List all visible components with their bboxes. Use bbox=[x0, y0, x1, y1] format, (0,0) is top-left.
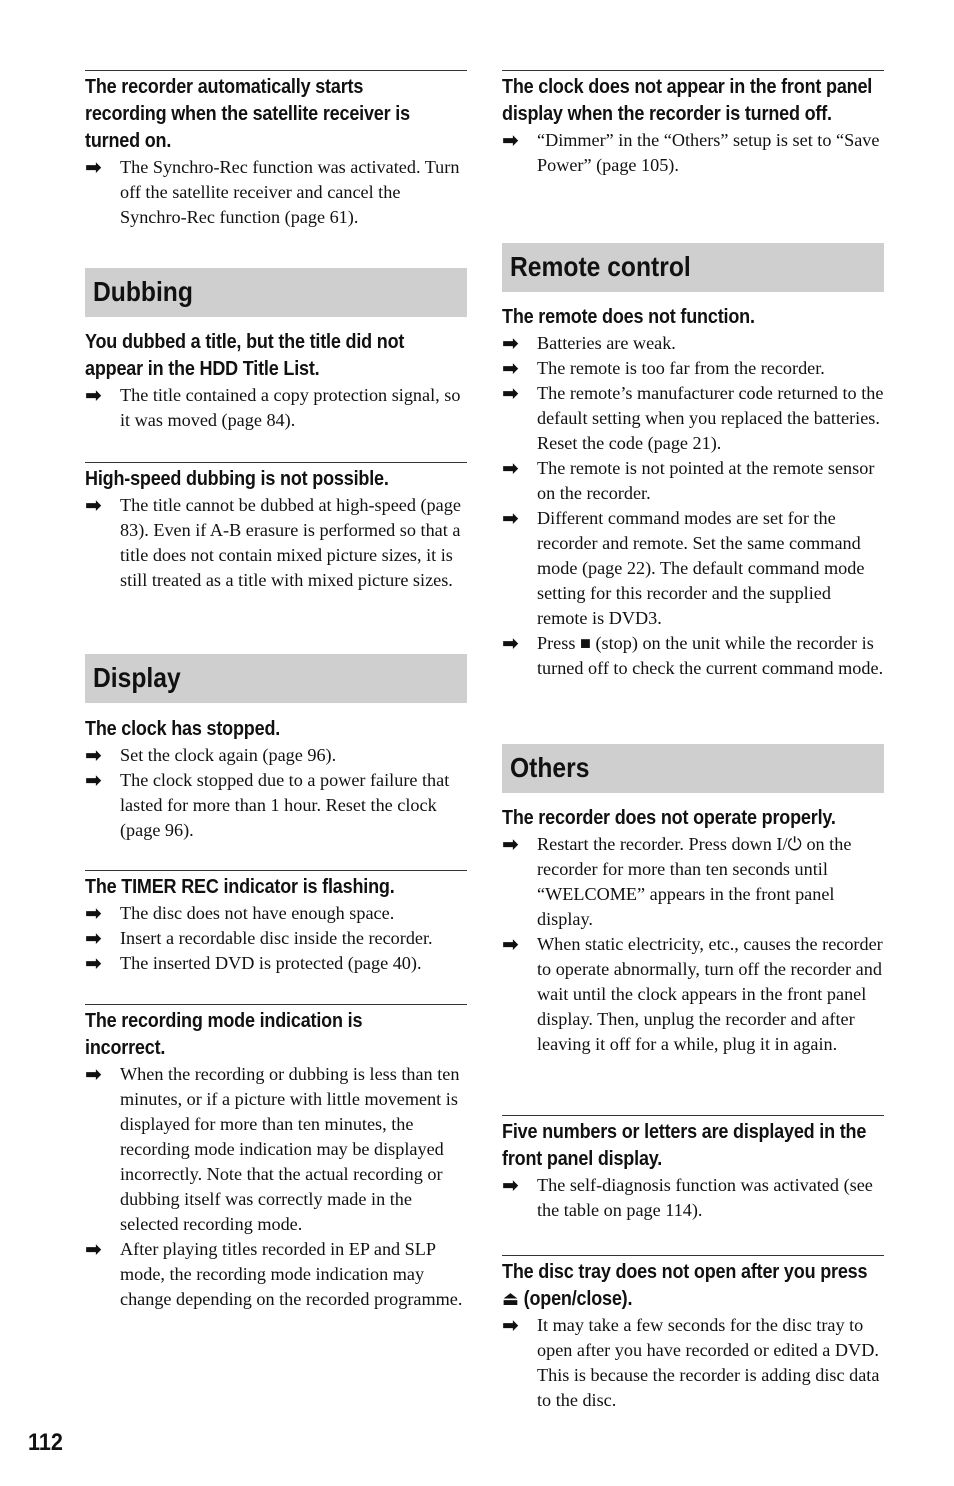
answer-item bbox=[502, 1313, 884, 1413]
answer-item bbox=[85, 743, 467, 768]
answer-list bbox=[502, 832, 884, 1057]
question-heading: The recorder automatically starts recording when the satellite receiver is turned on. bbox=[85, 76, 410, 152]
right-arrow-icon: ➡ bbox=[85, 383, 102, 407]
right-arrow-icon: ➡ bbox=[502, 331, 519, 355]
answer-item bbox=[502, 631, 884, 681]
answer-list bbox=[502, 331, 884, 681]
answer-list bbox=[85, 155, 467, 230]
answer-item bbox=[502, 331, 884, 356]
answer-list bbox=[85, 743, 467, 843]
qa-dubbed-title-missing bbox=[85, 329, 467, 433]
answer-item bbox=[85, 768, 467, 843]
right-arrow-icon: ➡ bbox=[502, 932, 519, 956]
right-arrow-icon: ➡ bbox=[85, 1062, 102, 1086]
right-arrow-icon: ➡ bbox=[502, 456, 519, 480]
qa-clock-not-appear bbox=[502, 70, 884, 178]
qa-recorder-not-operate bbox=[502, 805, 884, 1057]
question-heading: The disc tray does not open after you press ⏏ (open/close). bbox=[502, 1261, 868, 1310]
question-heading: The TIMER REC indicator is flashing. bbox=[85, 876, 395, 898]
answer-item bbox=[85, 1062, 467, 1237]
section-title: Display bbox=[93, 662, 181, 693]
right-arrow-icon: ➡ bbox=[85, 926, 102, 950]
answer-text: The disc does not have enough space. bbox=[120, 903, 395, 923]
right-arrow-icon: ➡ bbox=[502, 631, 519, 655]
section-title: Dubbing bbox=[93, 276, 193, 307]
answer-text: After playing titles recorded in EP and SLP mode, the recording mode indication may change depending on the recorded programme. bbox=[120, 1239, 463, 1309]
answer-list bbox=[85, 901, 467, 976]
answer-item bbox=[85, 493, 467, 593]
answer-item bbox=[85, 155, 467, 230]
answer-item bbox=[85, 901, 467, 926]
answer-text: Restart the recorder. Press down I/⏻ on the recorder for more than ten seconds until “WELCOME” appears in the front panel display. bbox=[537, 834, 852, 929]
right-arrow-icon: ➡ bbox=[85, 155, 102, 179]
right-arrow-icon: ➡ bbox=[85, 493, 102, 517]
right-arrow-icon: ➡ bbox=[502, 381, 519, 405]
right-arrow-icon: ➡ bbox=[85, 1237, 102, 1261]
answer-text: The clock stopped due to a power failure that lasted for more than 1 hour. Reset the clock (page 96). bbox=[120, 770, 450, 840]
qa-disc-tray-not-open bbox=[502, 1255, 884, 1413]
answer-item bbox=[85, 926, 467, 951]
right-arrow-icon: ➡ bbox=[85, 768, 102, 792]
question-heading: The clock does not appear in the front panel display when the recorder is turned off. bbox=[502, 76, 873, 125]
answer-list bbox=[85, 493, 467, 593]
qa-timer-rec-flashing bbox=[85, 870, 467, 976]
answer-text: The title contained a copy protection signal, so it was moved (page 84). bbox=[120, 385, 461, 430]
right-arrow-icon: ➡ bbox=[85, 743, 102, 767]
answer-list bbox=[85, 383, 467, 433]
answer-text: The title cannot be dubbed at high-speed (page 83). Even if A-B erasure is performed so that a title does not contain mixed picture sizes, it is still treated as a title with mixed picture sizes. bbox=[120, 495, 461, 590]
answer-text: Different command modes are set for the recorder and remote. Set the same command mode (page 22). The default command mode setting for this recorder and the supplied remote is DVD3. bbox=[537, 508, 865, 628]
question-heading: The clock has stopped. bbox=[85, 718, 281, 740]
section-header-display bbox=[85, 654, 467, 703]
answer-item bbox=[85, 951, 467, 976]
question-heading: High-speed dubbing is not possible. bbox=[85, 468, 389, 490]
qa-satellite-receiver bbox=[85, 70, 467, 230]
answer-item bbox=[502, 832, 884, 932]
answer-text: “Dimmer” in the “Others” setup is set to “Save Power” (page 105). bbox=[537, 130, 880, 175]
answer-text: The remote’s manufacturer code returned to the default setting when you replaced the batteries. Reset the code (page 21). bbox=[537, 383, 884, 453]
right-arrow-icon: ➡ bbox=[502, 506, 519, 530]
answer-text: The remote is not pointed at the remote sensor on the recorder. bbox=[537, 458, 875, 503]
question-heading: The recorder does not operate properly. bbox=[502, 807, 836, 829]
answer-text: The inserted DVD is protected (page 40). bbox=[120, 953, 422, 973]
section-header-others bbox=[502, 744, 884, 793]
answer-item bbox=[502, 932, 884, 1057]
answer-item bbox=[502, 1173, 884, 1223]
question-heading: The remote does not function. bbox=[502, 306, 755, 328]
answer-text: Batteries are weak. bbox=[537, 333, 676, 353]
answer-item bbox=[502, 456, 884, 506]
right-arrow-icon: ➡ bbox=[502, 1313, 519, 1337]
question-heading: Five numbers or letters are displayed in the front panel display. bbox=[502, 1121, 867, 1170]
answer-text: Press ■ (stop) on the unit while the recorder is turned off to check the current command mode. bbox=[537, 633, 884, 678]
answer-text: Set the clock again (page 96). bbox=[120, 745, 337, 765]
answer-text: The self-diagnosis function was activated (see the table on page 114). bbox=[537, 1175, 873, 1220]
right-arrow-icon: ➡ bbox=[85, 951, 102, 975]
answer-list bbox=[502, 128, 884, 178]
qa-recording-mode-indication bbox=[85, 1004, 467, 1312]
answer-item bbox=[502, 381, 884, 456]
answer-list bbox=[502, 1173, 884, 1223]
answer-item bbox=[85, 383, 467, 433]
answer-item bbox=[502, 356, 884, 381]
answer-text: Insert a recordable disc inside the recorder. bbox=[120, 928, 433, 948]
answer-item bbox=[502, 128, 884, 178]
section-title: Others bbox=[510, 752, 590, 783]
qa-remote-not-function bbox=[502, 304, 884, 681]
answer-list bbox=[502, 1313, 884, 1413]
answer-item bbox=[85, 1237, 467, 1312]
answer-text: When the recording or dubbing is less than ten minutes, or if a picture with little movement is displayed for more than ten minutes, the recording mode indication may be displayed incorrectly. Note that the actual recording or dubbing itself was correctly made in the selected recording mode. bbox=[120, 1064, 460, 1234]
section-header-dubbing bbox=[85, 268, 467, 317]
right-arrow-icon: ➡ bbox=[502, 128, 519, 152]
qa-five-numbers-displayed bbox=[502, 1115, 884, 1223]
right-arrow-icon: ➡ bbox=[85, 901, 102, 925]
answer-item bbox=[502, 506, 884, 631]
answer-text: The remote is too far from the recorder. bbox=[537, 358, 825, 378]
page-number: 112 bbox=[28, 1429, 63, 1456]
section-header-remote-control bbox=[502, 243, 884, 292]
right-arrow-icon: ➡ bbox=[502, 356, 519, 380]
question-heading: You dubbed a title, but the title did not appear in the HDD Title List. bbox=[85, 331, 405, 380]
answer-text: The Synchro-Rec function was activated. Turn off the satellite receiver and cancel the Synchro-Rec function (page 61). bbox=[120, 157, 460, 227]
answer-text: It may take a few seconds for the disc tray to open after you have recorded or edited a DVD. This is because the recorder is adding disc data to the disc. bbox=[537, 1315, 880, 1410]
question-heading: The recording mode indication is incorrect. bbox=[85, 1010, 363, 1059]
qa-clock-stopped bbox=[85, 716, 467, 843]
section-title: Remote control bbox=[510, 251, 691, 282]
answer-list bbox=[85, 1062, 467, 1312]
qa-high-speed-dubbing bbox=[85, 462, 467, 593]
answer-text: When static electricity, etc., causes the recorder to operate abnormally, turn off the recorder and wait until the clock appears in the front panel display. Then, unplug the recorder and after leaving it off for a while, plug it in again. bbox=[537, 934, 883, 1054]
right-arrow-icon: ➡ bbox=[502, 1173, 519, 1197]
right-arrow-icon: ➡ bbox=[502, 832, 519, 856]
